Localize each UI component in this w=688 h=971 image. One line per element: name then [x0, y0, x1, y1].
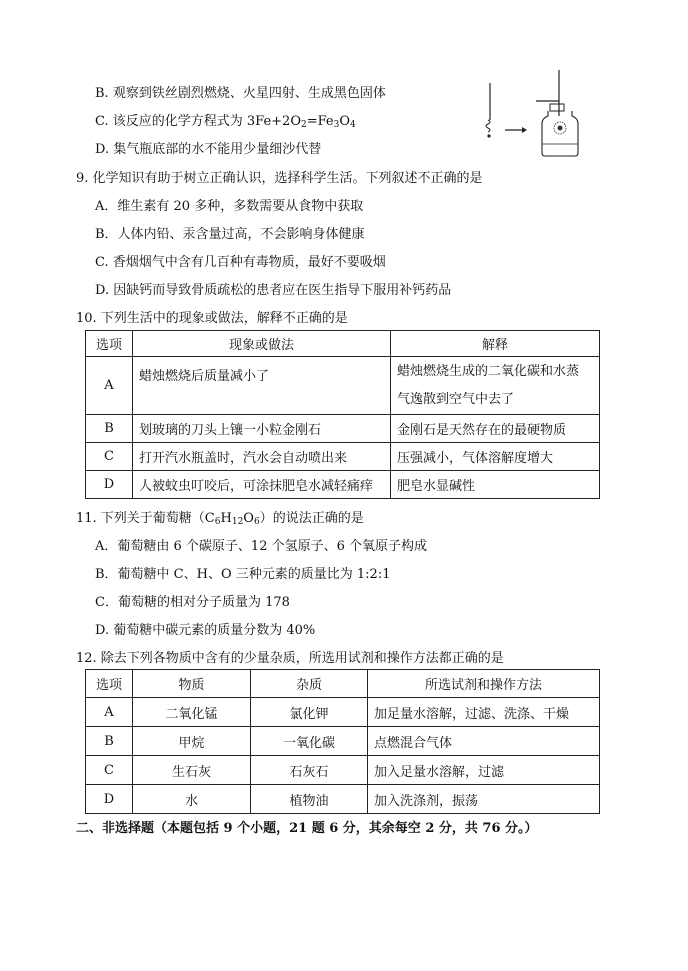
table-header-row — [86, 670, 600, 698]
option-cell: D — [86, 785, 133, 814]
q9-option-c: C. 香烟烟气中含有几百种有毒物质，最好不要吸烟 — [95, 255, 386, 270]
table-row — [86, 727, 600, 756]
header-explanation: 解释 — [391, 331, 600, 357]
header-method: 所选试剂和操作方法 — [368, 670, 600, 698]
q11-stem: 11. 下列关于葡萄糖$(C_6H_{12}O_6)$的说法正确的是 — [76, 511, 364, 527]
q12-table — [85, 669, 600, 814]
q12-stem: 12. 除去下列各物质中含有的少量杂质，所选用试剂和操作方法都正确的是 — [76, 651, 504, 666]
option-cell: A — [86, 357, 133, 415]
q10-table — [85, 330, 600, 499]
option-cell: C — [86, 756, 133, 785]
table-row — [86, 471, 600, 499]
header-phenomenon: 现象或做法 — [133, 331, 391, 357]
q9-option-b: B．人体内铅、汞含量过高，不会影响身体健康 — [95, 227, 365, 242]
option-cell: D — [86, 471, 133, 499]
table-row — [86, 357, 600, 415]
section-2-heading: 二、非选择题（本题包括 9 个小题，21 题 6 分，其余每空 2 分，共 76 分。） — [76, 821, 538, 836]
table-header-row — [86, 331, 600, 357]
substance-cell: 甲烷 — [133, 727, 251, 756]
method-cell: 点燃混合气体 — [368, 727, 600, 756]
explanation-cell: 肥皂水显碱性 — [391, 471, 600, 499]
q11-option-c: C．葡萄糖的相对分子质量为 178 — [95, 595, 290, 610]
header-option: 选项 — [86, 331, 133, 357]
phenomenon-cell: 人被蚊虫叮咬后，可涂抹肥皂水减轻痛痒 — [133, 471, 391, 499]
option-cell: B — [86, 415, 133, 443]
method-cell: 加足量水溶解，过滤、洗涤、干燥 — [368, 698, 600, 727]
substance-cell: 生石灰 — [133, 756, 251, 785]
q11-option-a: A．葡萄糖由 6 个碳原子、12 个氢原子、6 个氧原子构成 — [95, 539, 428, 554]
q10-stem: 10. 下列生活中的现象或做法，解释不正确的是 — [76, 311, 348, 326]
q8-option-c: C. 该反应的化学方程式为 $3Fe+2O_2=Fe_3O_4$ — [95, 114, 356, 130]
iron-wire-apparatus-figure — [470, 68, 590, 163]
q8-option-d: D. 集气瓶底部的水不能用少量细沙代替 — [95, 142, 322, 157]
q11-option-b: B．葡萄糖中 C、H、O 三种元素的质量比为 1:2:1 — [95, 567, 391, 582]
table-row — [86, 756, 600, 785]
header-option: 选项 — [86, 670, 133, 698]
table-row — [86, 415, 600, 443]
option-cell: C — [86, 443, 133, 471]
phenomenon-cell: 蜡烛燃烧后质量减小了 — [133, 357, 391, 415]
q8-option-b: B. 观察到铁丝剧烈燃烧、火星四射、生成黑色固体 — [95, 86, 386, 101]
explanation-cell: 金刚石是天然存在的最硬物质 — [391, 415, 600, 443]
q9-option-a: A．维生素有 20 多种，多数需要从食物中获取 — [95, 199, 364, 214]
table-row — [86, 785, 600, 814]
header-impurity: 杂质 — [251, 670, 368, 698]
impurity-cell: 氯化钾 — [251, 698, 368, 727]
explanation-cell: 压强减小，气体溶解度增大 — [391, 443, 600, 471]
method-cell: 加入足量水溶解，过滤 — [368, 756, 600, 785]
phenomenon-cell: 打开汽水瓶盖时，汽水会自动喷出来 — [133, 443, 391, 471]
table-row — [86, 443, 600, 471]
method-cell: 加入洗涤剂，振荡 — [368, 785, 600, 814]
substance-cell: 水 — [133, 785, 251, 814]
table-row — [86, 698, 600, 727]
substance-cell: 二氧化锰 — [133, 698, 251, 727]
option-cell: A — [86, 698, 133, 727]
q9-option-d: D. 因缺钙而导致骨质疏松的患者应在医生指导下服用补钙药品 — [95, 283, 452, 298]
phenomenon-cell: 划玻璃的刀头上镶一小粒金刚石 — [133, 415, 391, 443]
impurity-cell: 植物油 — [251, 785, 368, 814]
option-cell: B — [86, 727, 133, 756]
q9-stem: 9. 化学知识有助于树立正确认识，选择科学生活。下列叙述不正确的是 — [76, 171, 483, 186]
impurity-cell: 一氧化碳 — [251, 727, 368, 756]
impurity-cell: 石灰石 — [251, 756, 368, 785]
explanation-cell: 蜡烛燃烧生成的二氧化碳和水蒸 气逸散到空气中去了 — [391, 357, 600, 415]
q11-option-d: D. 葡萄糖中碳元素的质量分数为 40% — [95, 623, 316, 638]
header-substance: 物质 — [133, 670, 251, 698]
